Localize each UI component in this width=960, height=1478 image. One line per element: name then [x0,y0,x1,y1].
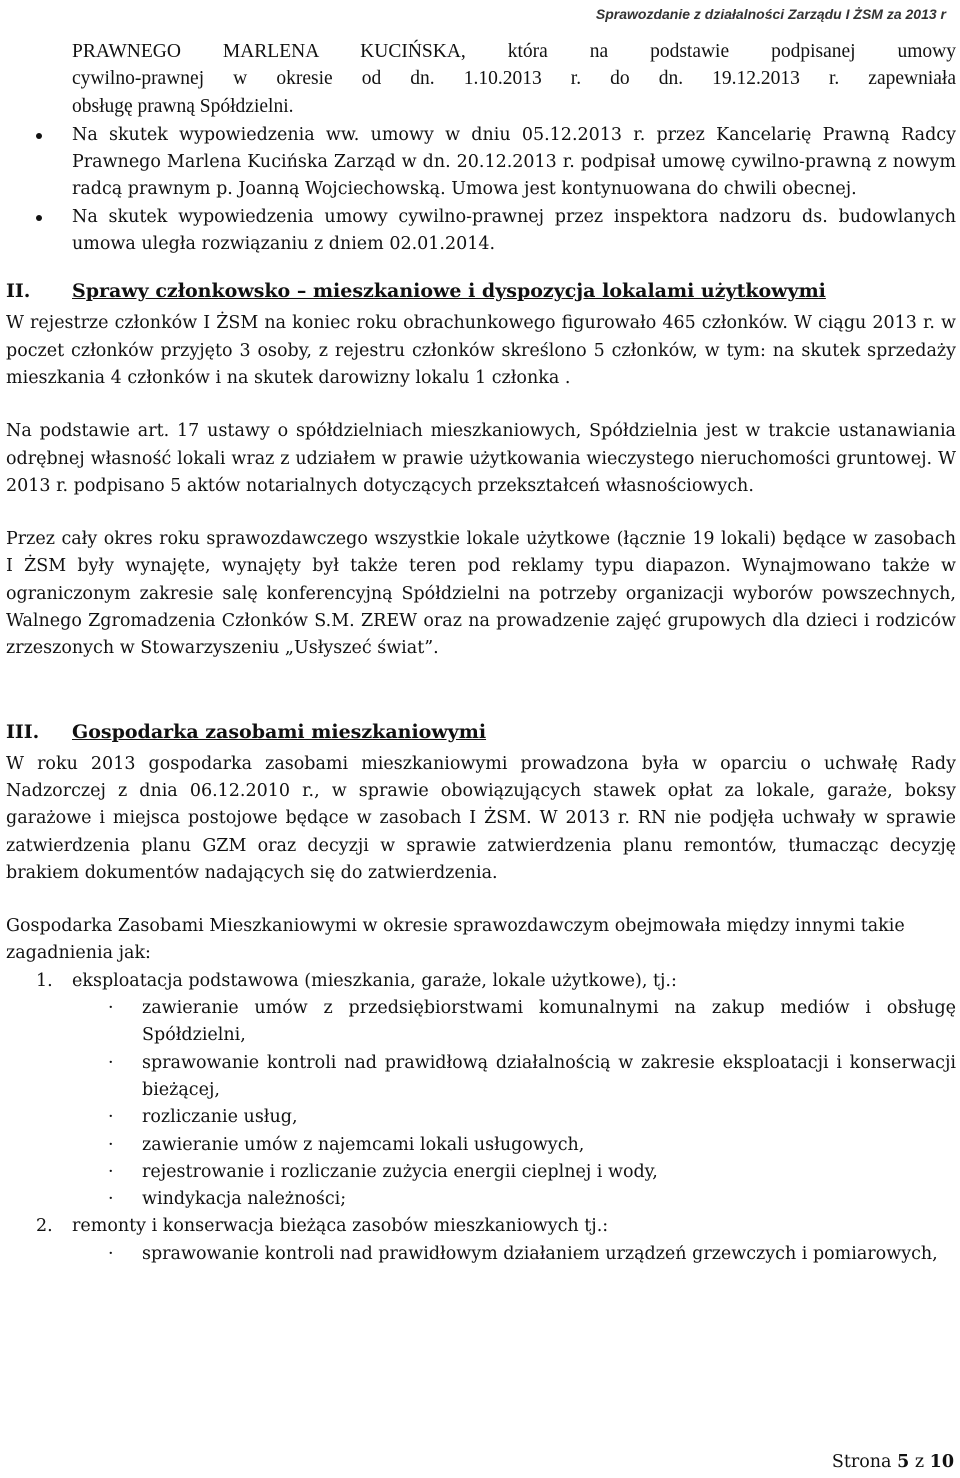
numbered-list [6,968,956,1268]
sub-item-text: sprawowanie kontroli nad prawidłową działalnością w zakresie eksploatacji i konserwacji bieżącej, [142,1052,956,1100]
intro-line: obsługę prawną Spółdzielni. [72,95,294,117]
section-title: Sprawy członkowsko – mieszkaniowe i dyspozycja lokalami użytkowymi [72,280,826,303]
footer-separator: z [914,1452,925,1472]
paragraph: W rejestrze członków I ŻSM na koniec roku obrachunkowego figurowało 465 członków. W ciągu 2013 r. w poczet członków przyjęto 3 osoby, z rejestru członków skreślono 5 członków, w tym: na skutek sprzedaży mieszkania 4 członków i na skutek darowizny lokalu 1 członka . [6,313,956,388]
bullet-dot-icon [36,133,42,139]
middle-dot-icon: · [108,1189,114,1210]
bullet-dot-icon [36,215,42,221]
paragraph: Gospodarka Zasobami Mieszkaniowymi w okresie sprawozdawczym obejmowała między innymi takie zagadnienia jak: [6,916,905,964]
sub-item [6,1186,956,1213]
footer-page-number: 5 [897,1452,910,1472]
intro-paragraph [6,38,956,120]
item-number: 2. [36,1216,53,1237]
section-number: II. [6,280,31,303]
running-header: Sprawozdanie z działalności Zarządu I ŻSM za 2013 r [595,6,946,22]
section-number: III. [6,720,40,743]
footer-prefix: Strona [831,1452,892,1472]
page-footer [832,1452,954,1472]
bullet-list [6,122,956,258]
sub-list [6,1241,956,1268]
sub-item [6,1050,956,1105]
sub-item [6,1241,956,1268]
middle-dot-icon: · [108,1243,114,1264]
page-content [6,38,956,1268]
sub-item [6,1132,956,1159]
bullet-item [6,122,956,204]
numbered-item [6,968,956,1214]
paragraph: Przez cały okres roku sprawozdawczego wszystkie lokale użytkowe (łącznie 19 lokali) będące w zasobach I ŻSM były wynajęte, wynajęty był także teren pod reklamy typu diapazon. Wynajmowano także w ograniczonym zakresie salę konferencyjną Spółdzielni na potrzeby organizacji wyborów powszechnych, Walnego Zgromadzenia Członków S.M. ZREW oraz na prowadzenie zajęć grupowych dla dzieci i rodziców zrzeszonych w Stowarzyszeniu „Usłyszeć świat”. [6,529,956,659]
section-heading [6,280,956,302]
intro-line: cywilno-prawnej w okresie od dn. 1.10.2013 r. do dn. 19.12.2013 r. zapewniała [72,68,956,90]
sub-item-text: sprawowanie kontroli nad prawidłowym działaniem urządzeń grzewczych i pomiarowych, [142,1243,938,1264]
middle-dot-icon: · [108,1107,114,1128]
footer-page-total: 10 [929,1452,954,1472]
item-number: 1. [36,970,53,991]
middle-dot-icon: · [108,998,114,1019]
bullet-text: Na skutek wypowiedzenia ww. umowy w dniu 05.12.2013 r. przez Kancelarię Prawną Radcy Prawnego Marlena Kucińska Zarząd w dn. 20.12.2013 r. podpisał umowę cywilno-prawną z nowym radcą prawnym p. Joanną Wojciechowską. Umowa jest kontynuowana do chwili obecnej. [72,124,956,200]
sub-list [6,995,956,1213]
intro-line: PRAWNEGO MARLENA KUCIŃSKA, która na podstawie podpisanej umowy [72,41,956,62]
item-text: eksploatacja podstawowa (mieszkania, garaże, lokale użytkowe), tj.: [72,970,677,991]
middle-dot-icon: · [108,1161,114,1182]
sub-item [6,995,956,1050]
sub-item-text: zawieranie umów z najemcami lokali usługowych, [142,1134,585,1155]
paragraph: W roku 2013 gospodarka zasobami mieszkaniowymi prowadzona była w oparciu o uchwałę Rady Nadzorczej z dnia 06.12.2010 r., w sprawie obowiązujących stawek opłat za lokale, garaże, boksy garażowe i miejsca postojowe będące w zasobach I ŻSM. W 2013 r. RN nie podjęła uchwały w sprawie zatwierdzenia planu GZM oraz decyzji w sprawie zatwierdzenia planu remontów, tłumacząc decyzję brakiem dokumentów nadających się do zatwierdzenia. [6,753,956,883]
sub-item-text: rejestrowanie i rozliczanie zużycia energii cieplnej i wody, [142,1161,658,1182]
middle-dot-icon: · [108,1052,114,1073]
numbered-item [6,1213,956,1268]
bullet-text: Na skutek wypowiedzenia umowy cywilno-prawnej przez inspektora nadzoru ds. budowlanych umowa uległa rozwiązaniu z dniem 02.01.2014. [72,206,956,255]
sub-item [6,1159,956,1186]
sub-item-text: zawieranie umów z przedsiębiorstwami komunalnymi na zakup mediów i obsługę Spółdzielni, [142,998,956,1046]
section-heading [6,721,956,743]
paragraph: Na podstawie art. 17 ustawy o spółdzielniach mieszkaniowych, Spółdzielnia jest w trakcie ustanawiania odrębnej własność lokali wraz z udziałem w prawie użytkowania wieczystego nieruchomości gruntowej. W 2013 r. podpisano 5 aktów notarialnych dotyczących przekształceń własnościowych. [6,421,956,496]
middle-dot-icon: · [108,1134,114,1155]
sub-item [6,1104,956,1131]
sub-item-text: windykacja należności; [142,1189,347,1210]
bullet-item [6,204,956,259]
item-text: remonty i konserwacja bieżąca zasobów mieszkaniowych tj.: [72,1216,609,1237]
section-title: Gospodarka zasobami mieszkaniowymi [72,720,487,743]
sub-item-text: rozliczanie usług, [142,1107,298,1128]
